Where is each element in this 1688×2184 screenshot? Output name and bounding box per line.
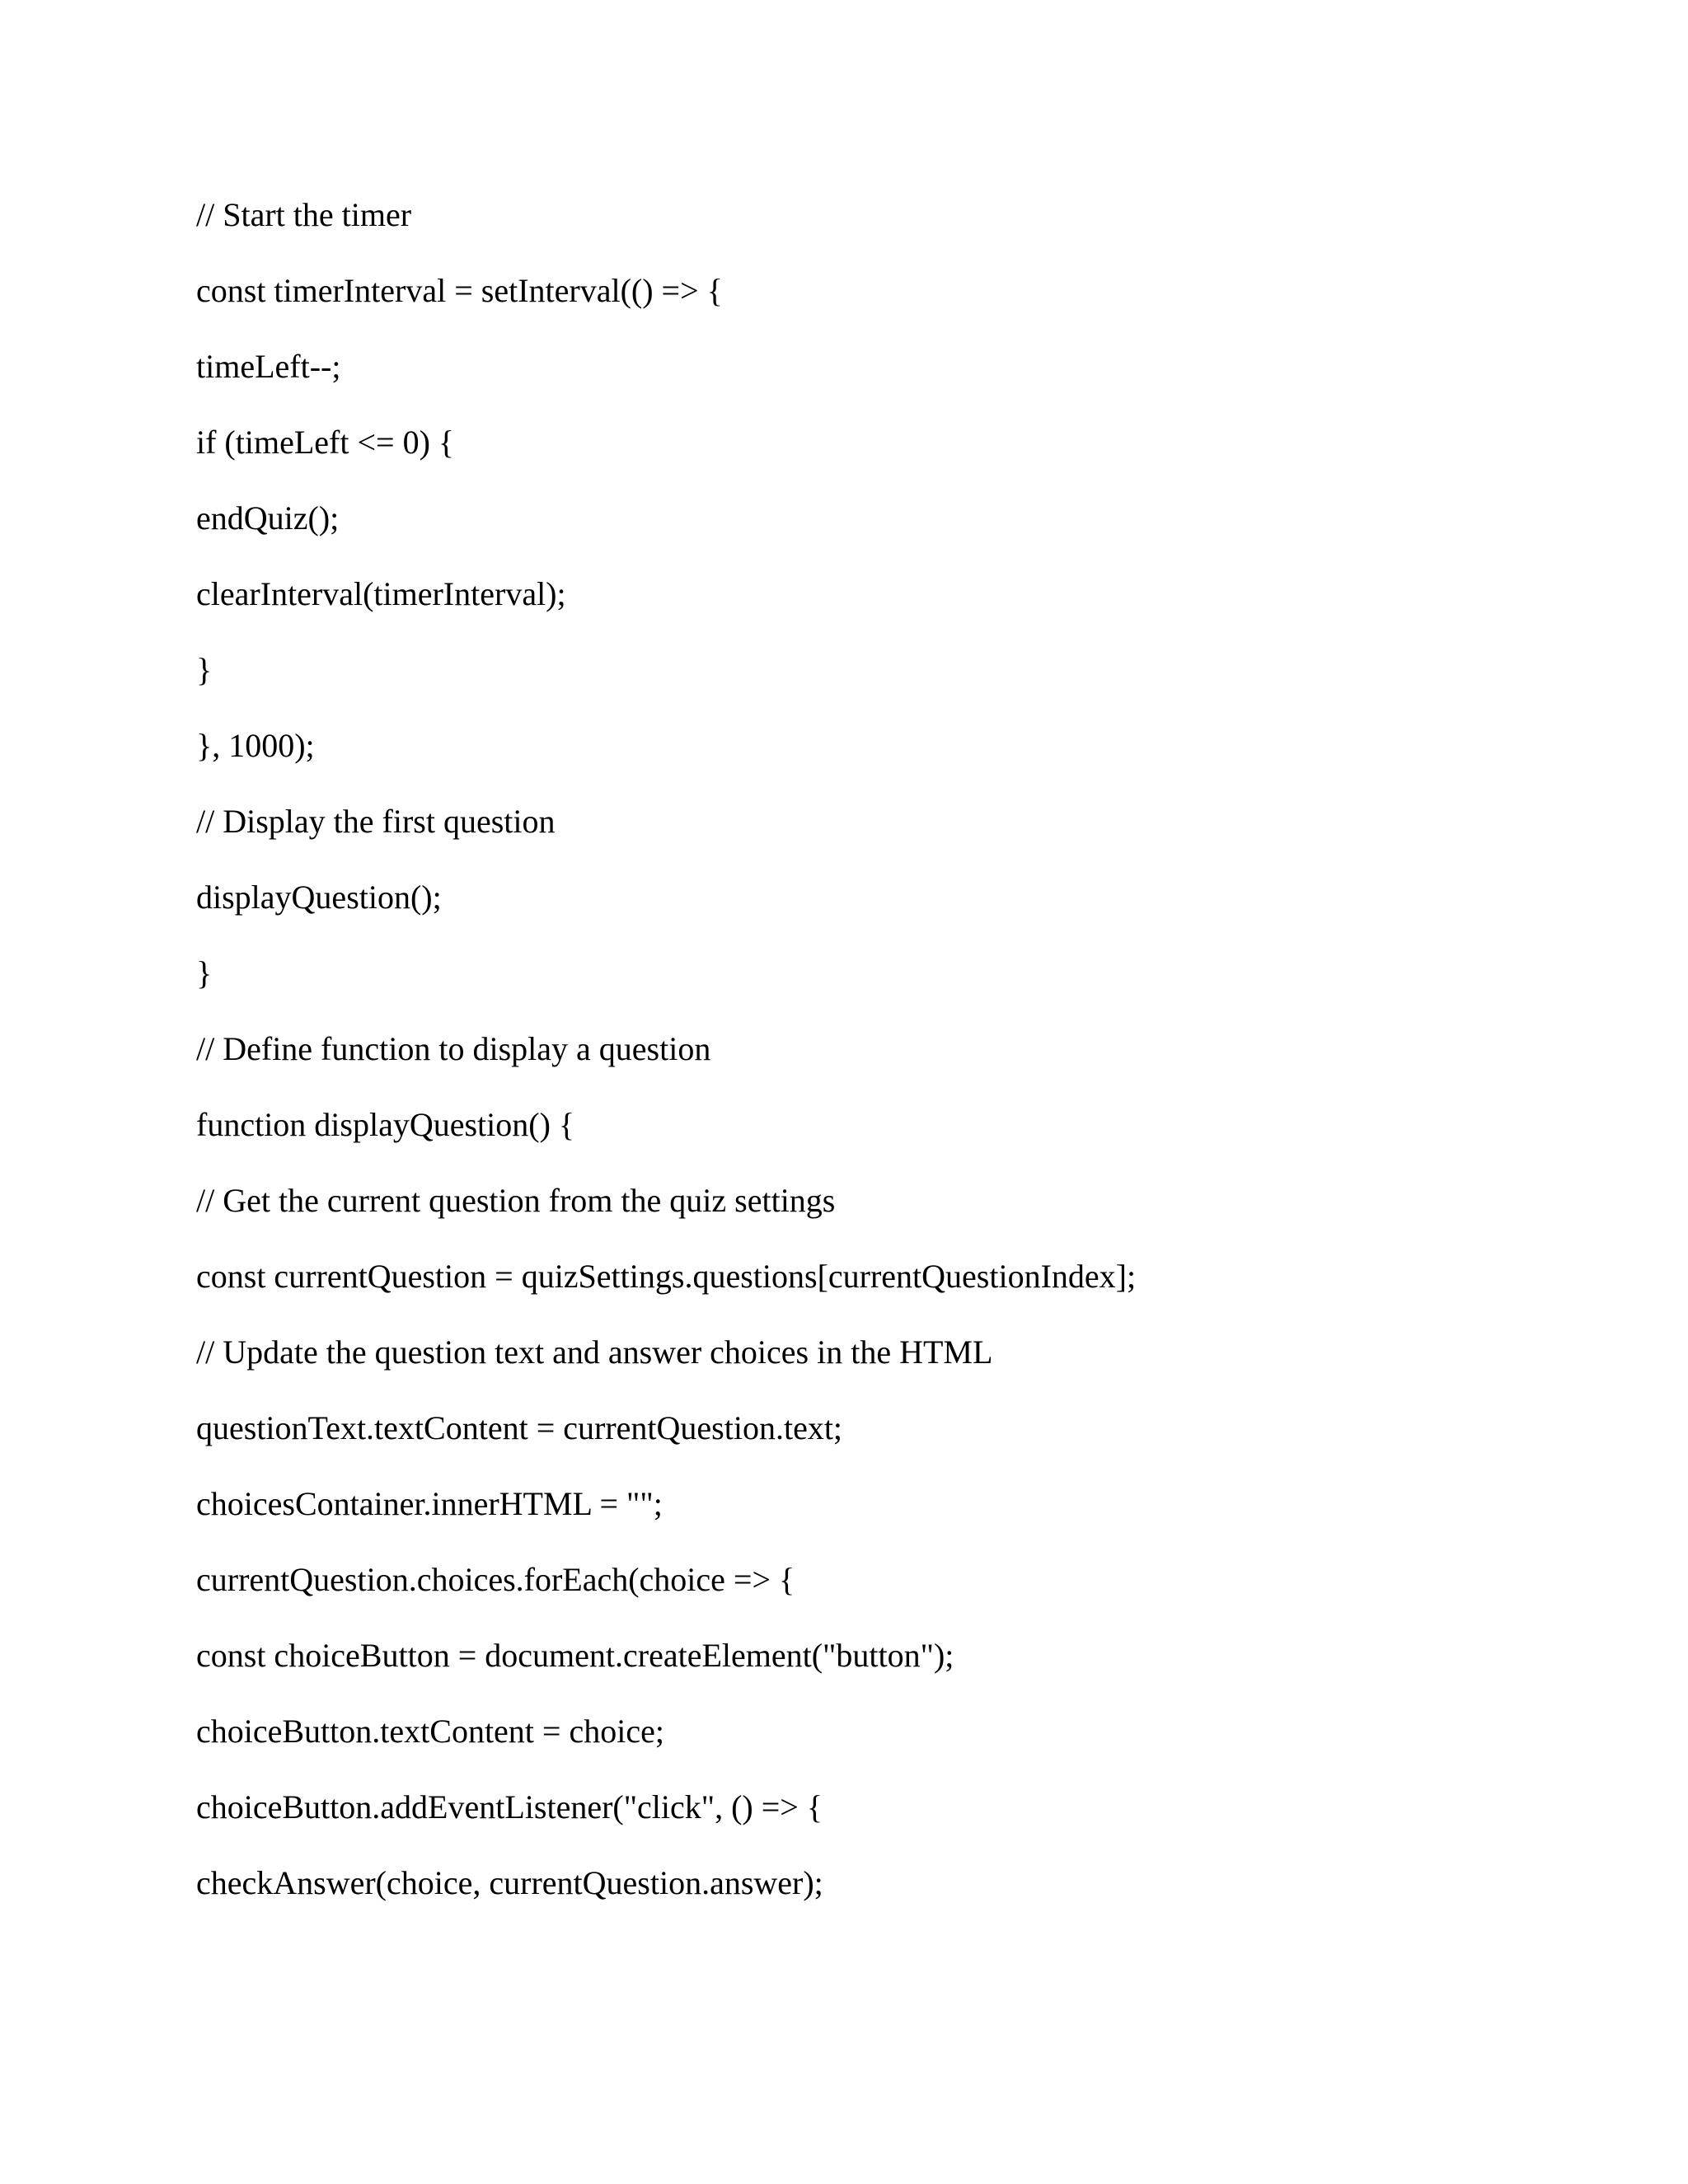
code-line: const timerInterval = setInterval(() => { <box>196 272 723 309</box>
code-line: questionText.textContent = currentQuestion.text; <box>196 1409 843 1446</box>
code-line: if (timeLeft <= 0) { <box>196 424 455 461</box>
code-line: const choiceButton = document.createElement("button"); <box>196 1637 954 1674</box>
code-line: const currentQuestion = quizSettings.questions[currentQuestionIndex]; <box>196 1258 1137 1295</box>
code-line: } <box>196 651 213 688</box>
code-line: clearInterval(timerInterval); <box>196 575 566 612</box>
code-line: // Define function to display a question <box>196 1030 711 1067</box>
code-line: // Update the question text and answer choices in the HTML <box>196 1333 993 1371</box>
code-line: timeLeft--; <box>196 348 341 385</box>
code-line: }, 1000); <box>196 727 315 764</box>
code-line: endQuiz(); <box>196 499 340 537</box>
code-listing <box>196 194 1136 1938</box>
code-line: } <box>196 954 213 991</box>
code-line: function displayQuestion() { <box>196 1106 575 1143</box>
code-line: choicesContainer.innerHTML = ""; <box>196 1485 663 1522</box>
code-line: choiceButton.addEventListener("click", () => { <box>196 1788 823 1825</box>
code-line: // Start the timer <box>196 196 412 233</box>
code-line: checkAnswer(choice, currentQuestion.answer); <box>196 1864 823 1901</box>
code-line: displayQuestion(); <box>196 879 442 916</box>
code-line: choiceButton.textContent = choice; <box>196 1713 664 1750</box>
code-line: // Display the first question <box>196 803 556 840</box>
code-line: currentQuestion.choices.forEach(choice => { <box>196 1561 795 1598</box>
code-line: // Get the current question from the quiz settings <box>196 1182 836 1219</box>
